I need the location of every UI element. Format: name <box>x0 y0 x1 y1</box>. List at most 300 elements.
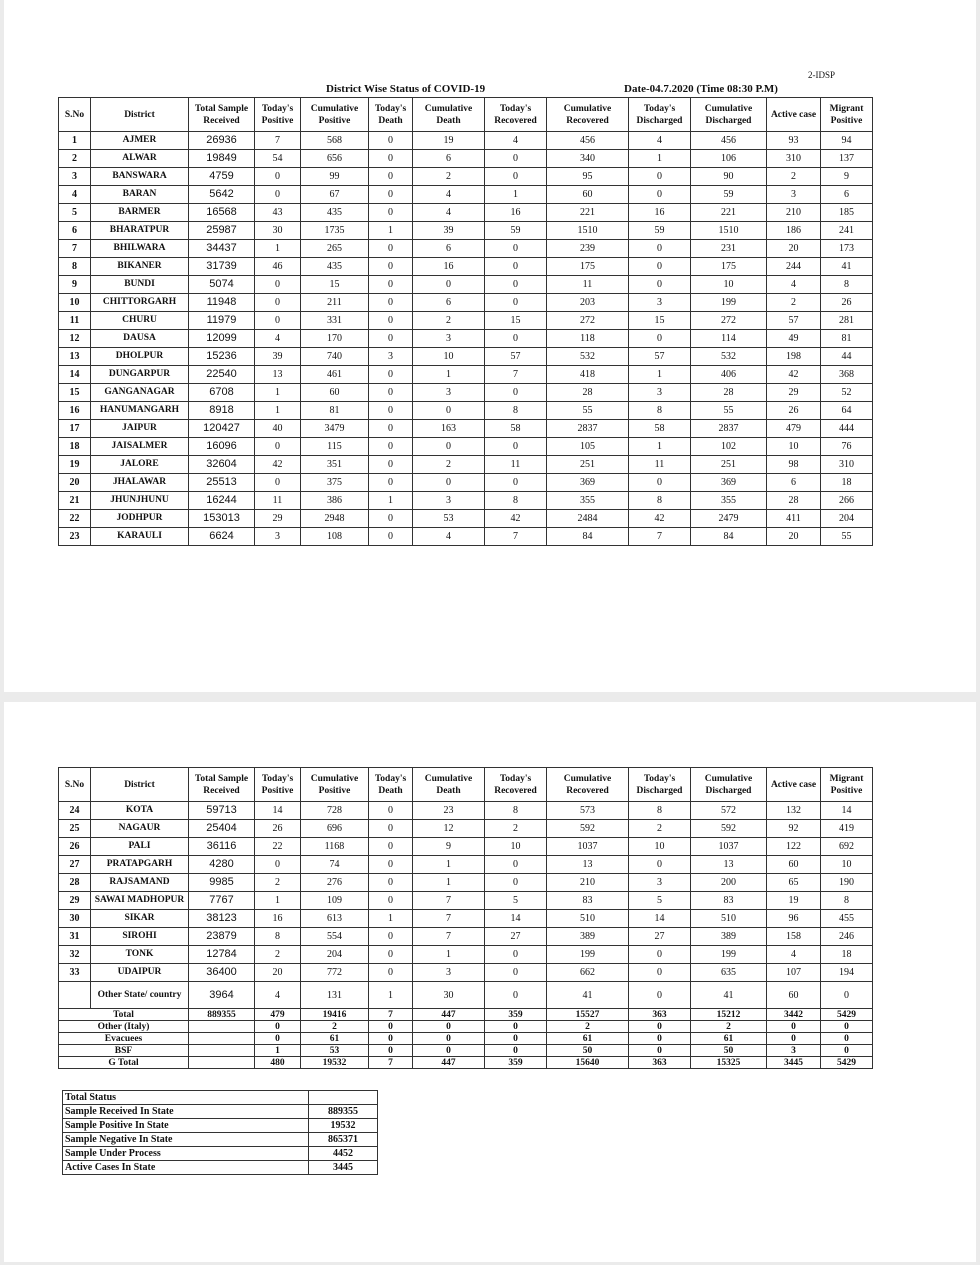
column-header: Today's Death <box>369 768 413 802</box>
value-cell: 15 <box>629 312 691 330</box>
column-header: S.No <box>59 768 91 802</box>
serial-number-cell: 19 <box>59 456 91 474</box>
serial-number-cell: 15 <box>59 384 91 402</box>
value-cell: 42 <box>629 510 691 528</box>
value-cell: 43 <box>255 204 301 222</box>
column-header: Cumulative Death <box>413 768 485 802</box>
value-cell: 203 <box>547 294 629 312</box>
value-cell: 52 <box>821 384 873 402</box>
table-row <box>59 348 873 366</box>
serial-number-cell: 22 <box>59 510 91 528</box>
serial-number-cell: 20 <box>59 474 91 492</box>
value-cell: 55 <box>821 528 873 546</box>
value-cell: 510 <box>547 910 629 928</box>
total-status-table <box>62 1090 378 1175</box>
serial-number-cell: 27 <box>59 856 91 874</box>
value-cell: 0 <box>255 186 301 204</box>
value-cell: 241 <box>821 222 873 240</box>
total-value-cell: 447 <box>413 1009 485 1021</box>
value-cell: 1510 <box>691 222 767 240</box>
serial-number-cell: 21 <box>59 492 91 510</box>
value-cell: 28 <box>547 384 629 402</box>
value-cell: 32604 <box>189 456 255 474</box>
district-name-cell: BUNDI <box>91 276 189 294</box>
value-cell: 0 <box>369 366 413 384</box>
value-cell: 57 <box>485 348 547 366</box>
total-value-cell: 53 <box>301 1045 369 1057</box>
value-cell: 23 <box>413 802 485 820</box>
value-cell: 3 <box>413 492 485 510</box>
value-cell: 107 <box>767 964 821 982</box>
value-cell: 36400 <box>189 964 255 982</box>
district-name-cell: KOTA <box>91 802 189 820</box>
value-cell: 1 <box>413 366 485 384</box>
value-cell: 389 <box>691 928 767 946</box>
value-cell: 0 <box>369 168 413 186</box>
total-value-cell: 889355 <box>189 1009 255 1021</box>
value-cell: 59 <box>691 186 767 204</box>
value-cell: 39 <box>413 222 485 240</box>
value-cell: 19849 <box>189 150 255 168</box>
total-value-cell: 0 <box>821 1045 873 1057</box>
value-cell: 0 <box>369 384 413 402</box>
value-cell: 60 <box>547 186 629 204</box>
value-cell: 355 <box>547 492 629 510</box>
value-cell: 461 <box>301 366 369 384</box>
value-cell: 173 <box>821 240 873 258</box>
value-cell: 369 <box>691 474 767 492</box>
value-cell: 351 <box>301 456 369 474</box>
value-cell: 18 <box>821 474 873 492</box>
value-cell: 272 <box>547 312 629 330</box>
value-cell: 28 <box>767 492 821 510</box>
column-header: Cumulative Recovered <box>547 98 629 132</box>
value-cell: 58 <box>629 420 691 438</box>
value-cell: 0 <box>369 964 413 982</box>
column-header: Cumulative Discharged <box>691 768 767 802</box>
district-name-cell: NAGAUR <box>91 820 189 838</box>
value-cell: 8 <box>629 492 691 510</box>
total-row <box>59 1057 873 1069</box>
value-cell: 0 <box>369 874 413 892</box>
value-cell: 272 <box>691 312 767 330</box>
value-cell: 6 <box>821 186 873 204</box>
header-row <box>59 98 873 132</box>
value-cell: 1 <box>255 892 301 910</box>
value-cell: 0 <box>369 186 413 204</box>
value-cell: 118 <box>547 330 629 348</box>
district-name-cell: JAIPUR <box>91 420 189 438</box>
value-cell: 2948 <box>301 510 369 528</box>
total-value-cell: 3 <box>767 1045 821 1057</box>
value-cell: 15236 <box>189 348 255 366</box>
value-cell: 281 <box>821 312 873 330</box>
value-cell: 15 <box>485 312 547 330</box>
column-header: Migrant Positive <box>821 98 873 132</box>
value-cell: 7767 <box>189 892 255 910</box>
value-cell: 1037 <box>547 838 629 856</box>
value-cell: 99 <box>301 168 369 186</box>
value-cell: 0 <box>629 474 691 492</box>
value-cell: 120427 <box>189 420 255 438</box>
value-cell: 456 <box>547 132 629 150</box>
column-header: Today's Death <box>369 98 413 132</box>
total-row <box>59 1033 873 1045</box>
value-cell: 8 <box>485 402 547 420</box>
table-row <box>59 276 873 294</box>
serial-number-cell: 23 <box>59 528 91 546</box>
district-name-cell: BANSWARA <box>91 168 189 186</box>
total-value-cell: 7 <box>369 1009 413 1021</box>
value-cell: 3964 <box>189 982 255 1009</box>
total-value-cell: 0 <box>767 1021 821 1033</box>
serial-number-cell <box>59 982 91 1009</box>
value-cell: 221 <box>691 204 767 222</box>
value-cell: 210 <box>547 874 629 892</box>
total-label-cell: Total <box>59 1009 189 1021</box>
value-cell: 1 <box>413 874 485 892</box>
table-row <box>59 420 873 438</box>
total-value-cell: 0 <box>413 1021 485 1033</box>
column-header: Active case <box>767 98 821 132</box>
value-cell: 8 <box>255 928 301 946</box>
value-cell: 1 <box>413 856 485 874</box>
value-cell: 310 <box>767 150 821 168</box>
total-label-cell: Evacuees <box>59 1033 189 1045</box>
value-cell: 0 <box>369 946 413 964</box>
serial-number-cell: 2 <box>59 150 91 168</box>
value-cell: 7 <box>629 528 691 546</box>
district-name-cell: PRATAPGARH <box>91 856 189 874</box>
value-cell: 418 <box>547 366 629 384</box>
value-cell: 455 <box>821 910 873 928</box>
value-cell: 479 <box>767 420 821 438</box>
serial-number-cell: 25 <box>59 820 91 838</box>
value-cell: 8 <box>821 276 873 294</box>
total-value-cell <box>189 1021 255 1033</box>
column-header: Cumulative Recovered <box>547 768 629 802</box>
value-cell: 4 <box>413 528 485 546</box>
value-cell: 67 <box>301 186 369 204</box>
district-name-cell: GANGANAGAR <box>91 384 189 402</box>
value-cell: 7 <box>485 528 547 546</box>
value-cell: 60 <box>767 982 821 1009</box>
value-cell: 199 <box>691 294 767 312</box>
value-cell: 8 <box>485 492 547 510</box>
total-value-cell: 0 <box>255 1021 301 1033</box>
table-row <box>59 294 873 312</box>
table-row <box>59 204 873 222</box>
value-cell: 2 <box>413 312 485 330</box>
value-cell: 0 <box>821 982 873 1009</box>
district-name-cell: SAWAI MADHOPUR <box>91 892 189 910</box>
total-value-cell: 0 <box>485 1033 547 1045</box>
value-cell: 0 <box>369 204 413 222</box>
value-cell: 2837 <box>547 420 629 438</box>
value-cell: 13 <box>255 366 301 384</box>
value-cell: 0 <box>629 240 691 258</box>
total-row <box>59 1021 873 1033</box>
value-cell: 1 <box>255 384 301 402</box>
value-cell: 0 <box>255 474 301 492</box>
value-cell: 13 <box>547 856 629 874</box>
value-cell: 16244 <box>189 492 255 510</box>
value-cell: 0 <box>369 856 413 874</box>
table-row <box>59 802 873 820</box>
total-value-cell: 0 <box>821 1021 873 1033</box>
value-cell: 0 <box>629 186 691 204</box>
total-value-cell: 0 <box>485 1021 547 1033</box>
value-cell: 411 <box>767 510 821 528</box>
value-cell: 29 <box>255 510 301 528</box>
value-cell: 158 <box>767 928 821 946</box>
value-cell: 0 <box>369 510 413 528</box>
status-row <box>63 1161 378 1175</box>
value-cell: 8 <box>629 402 691 420</box>
district-name-cell: JAISALMER <box>91 438 189 456</box>
value-cell: 204 <box>301 946 369 964</box>
value-cell: 6 <box>413 294 485 312</box>
value-cell: 14 <box>821 802 873 820</box>
column-header: Today's Recovered <box>485 98 547 132</box>
value-cell: 3479 <box>301 420 369 438</box>
value-cell: 49 <box>767 330 821 348</box>
value-cell: 368 <box>821 366 873 384</box>
serial-number-cell: 10 <box>59 294 91 312</box>
value-cell: 4 <box>767 946 821 964</box>
status-value: 865371 <box>309 1133 378 1147</box>
column-header: Today's Positive <box>255 768 301 802</box>
column-header: S.No <box>59 98 91 132</box>
value-cell: 10 <box>821 856 873 874</box>
value-cell: 2 <box>767 294 821 312</box>
value-cell: 375 <box>301 474 369 492</box>
value-cell: 31739 <box>189 258 255 276</box>
value-cell: 2837 <box>691 420 767 438</box>
value-cell: 54 <box>255 150 301 168</box>
total-value-cell: 15325 <box>691 1057 767 1069</box>
report-title: District Wise Status of COVID-19 <box>326 83 486 95</box>
column-header: Total Sample Received <box>189 768 255 802</box>
total-value-cell: 0 <box>629 1021 691 1033</box>
value-cell: 0 <box>255 312 301 330</box>
value-cell: 84 <box>547 528 629 546</box>
value-cell: 532 <box>547 348 629 366</box>
total-value-cell: 0 <box>413 1033 485 1045</box>
value-cell: 2484 <box>547 510 629 528</box>
value-cell: 1 <box>629 366 691 384</box>
value-cell: 74 <box>301 856 369 874</box>
value-cell: 0 <box>485 474 547 492</box>
value-cell: 36116 <box>189 838 255 856</box>
value-cell: 186 <box>767 222 821 240</box>
value-cell: 435 <box>301 258 369 276</box>
table-row <box>59 330 873 348</box>
value-cell: 0 <box>485 150 547 168</box>
value-cell: 7 <box>413 892 485 910</box>
total-value-cell: 0 <box>369 1045 413 1057</box>
table-row <box>59 312 873 330</box>
value-cell: 0 <box>255 438 301 456</box>
value-cell: 11948 <box>189 294 255 312</box>
value-cell: 1 <box>485 186 547 204</box>
document-tag: 2-IDSP <box>808 70 836 80</box>
column-header: Cumulative Discharged <box>691 98 767 132</box>
value-cell: 204 <box>821 510 873 528</box>
value-cell: 4759 <box>189 168 255 186</box>
total-label-cell: G Total <box>59 1057 189 1069</box>
column-header: Cumulative Death <box>413 98 485 132</box>
serial-number-cell: 24 <box>59 802 91 820</box>
district-name-cell: JODHPUR <box>91 510 189 528</box>
total-value-cell: 0 <box>369 1021 413 1033</box>
value-cell: 0 <box>369 528 413 546</box>
serial-number-cell: 12 <box>59 330 91 348</box>
value-cell: 10 <box>691 276 767 294</box>
status-value: 19532 <box>309 1119 378 1133</box>
value-cell: 16 <box>413 258 485 276</box>
column-header: Active case <box>767 768 821 802</box>
value-cell: 4 <box>629 132 691 150</box>
district-name-cell: JHUNJHUNU <box>91 492 189 510</box>
district-name-cell: SIKAR <box>91 910 189 928</box>
column-header: Today's Discharged <box>629 768 691 802</box>
value-cell: 81 <box>821 330 873 348</box>
value-cell: 0 <box>629 276 691 294</box>
total-value-cell: 0 <box>255 1033 301 1045</box>
value-cell: 728 <box>301 802 369 820</box>
value-cell: 572 <box>691 802 767 820</box>
value-cell: 210 <box>767 204 821 222</box>
district-name-cell: SIROHI <box>91 928 189 946</box>
value-cell: 6624 <box>189 528 255 546</box>
value-cell: 0 <box>485 258 547 276</box>
table-row <box>59 366 873 384</box>
value-cell: 83 <box>547 892 629 910</box>
status-label: Sample Received In State <box>63 1105 309 1119</box>
value-cell: 5 <box>485 892 547 910</box>
value-cell: 231 <box>691 240 767 258</box>
value-cell: 276 <box>301 874 369 892</box>
value-cell: 11 <box>547 276 629 294</box>
value-cell: 266 <box>821 492 873 510</box>
serial-number-cell: 18 <box>59 438 91 456</box>
total-value-cell: 61 <box>691 1033 767 1045</box>
value-cell: 9 <box>413 838 485 856</box>
value-cell: 0 <box>485 168 547 186</box>
column-header: District <box>91 768 189 802</box>
total-value-cell: 15212 <box>691 1009 767 1021</box>
column-header: Today's Recovered <box>485 768 547 802</box>
table-row <box>59 928 873 946</box>
total-value-cell: 50 <box>547 1045 629 1057</box>
total-value-cell: 479 <box>255 1009 301 1021</box>
value-cell: 0 <box>485 294 547 312</box>
value-cell: 10 <box>485 838 547 856</box>
value-cell: 6708 <box>189 384 255 402</box>
value-cell: 1 <box>369 492 413 510</box>
value-cell: 7 <box>485 366 547 384</box>
serial-number-cell: 8 <box>59 258 91 276</box>
value-cell: 60 <box>301 384 369 402</box>
value-cell: 0 <box>369 438 413 456</box>
value-cell: 0 <box>369 276 413 294</box>
serial-number-cell: 7 <box>59 240 91 258</box>
value-cell: 190 <box>821 874 873 892</box>
total-value-cell: 0 <box>629 1045 691 1057</box>
value-cell: 60 <box>767 856 821 874</box>
value-cell: 244 <box>767 258 821 276</box>
value-cell: 3 <box>629 384 691 402</box>
value-cell: 46 <box>255 258 301 276</box>
value-cell: 0 <box>485 856 547 874</box>
table-row <box>59 820 873 838</box>
value-cell: 7 <box>413 928 485 946</box>
value-cell: 18 <box>821 946 873 964</box>
serial-number-cell: 3 <box>59 168 91 186</box>
value-cell: 4 <box>413 186 485 204</box>
value-cell: 14 <box>255 802 301 820</box>
value-cell: 19 <box>413 132 485 150</box>
total-value-cell: 3442 <box>767 1009 821 1021</box>
value-cell: 1 <box>413 946 485 964</box>
value-cell: 170 <box>301 330 369 348</box>
value-cell: 30 <box>255 222 301 240</box>
value-cell: 613 <box>301 910 369 928</box>
total-value-cell: 61 <box>547 1033 629 1045</box>
value-cell: 2 <box>413 168 485 186</box>
value-cell: 22 <box>255 838 301 856</box>
serial-number-cell: 33 <box>59 964 91 982</box>
value-cell: 6 <box>413 240 485 258</box>
district-name-cell: CHITTORGARH <box>91 294 189 312</box>
value-cell: 105 <box>547 438 629 456</box>
value-cell: 2 <box>767 168 821 186</box>
value-cell: 11979 <box>189 312 255 330</box>
value-cell: 510 <box>691 910 767 928</box>
value-cell: 573 <box>547 802 629 820</box>
total-status-heading: Total Status <box>63 1091 309 1105</box>
total-value-cell: 359 <box>485 1057 547 1069</box>
value-cell: 3 <box>413 964 485 982</box>
value-cell: 199 <box>547 946 629 964</box>
column-header: Total Sample Received <box>189 98 255 132</box>
value-cell: 41 <box>547 982 629 1009</box>
table-row <box>59 222 873 240</box>
value-cell: 1 <box>255 240 301 258</box>
value-cell: 23879 <box>189 928 255 946</box>
value-cell: 40 <box>255 420 301 438</box>
value-cell: 115 <box>301 438 369 456</box>
value-cell: 419 <box>821 820 873 838</box>
value-cell: 1 <box>369 910 413 928</box>
value-cell: 635 <box>691 964 767 982</box>
value-cell: 58 <box>485 420 547 438</box>
table-row <box>59 258 873 276</box>
value-cell: 2479 <box>691 510 767 528</box>
value-cell: 772 <box>301 964 369 982</box>
value-cell: 0 <box>485 438 547 456</box>
value-cell: 696 <box>301 820 369 838</box>
value-cell: 94 <box>821 132 873 150</box>
value-cell: 26 <box>821 294 873 312</box>
serial-number-cell: 6 <box>59 222 91 240</box>
value-cell: 42 <box>255 456 301 474</box>
value-cell: 0 <box>485 330 547 348</box>
serial-number-cell: 28 <box>59 874 91 892</box>
serial-number-cell: 11 <box>59 312 91 330</box>
district-name-cell: ALWAR <box>91 150 189 168</box>
